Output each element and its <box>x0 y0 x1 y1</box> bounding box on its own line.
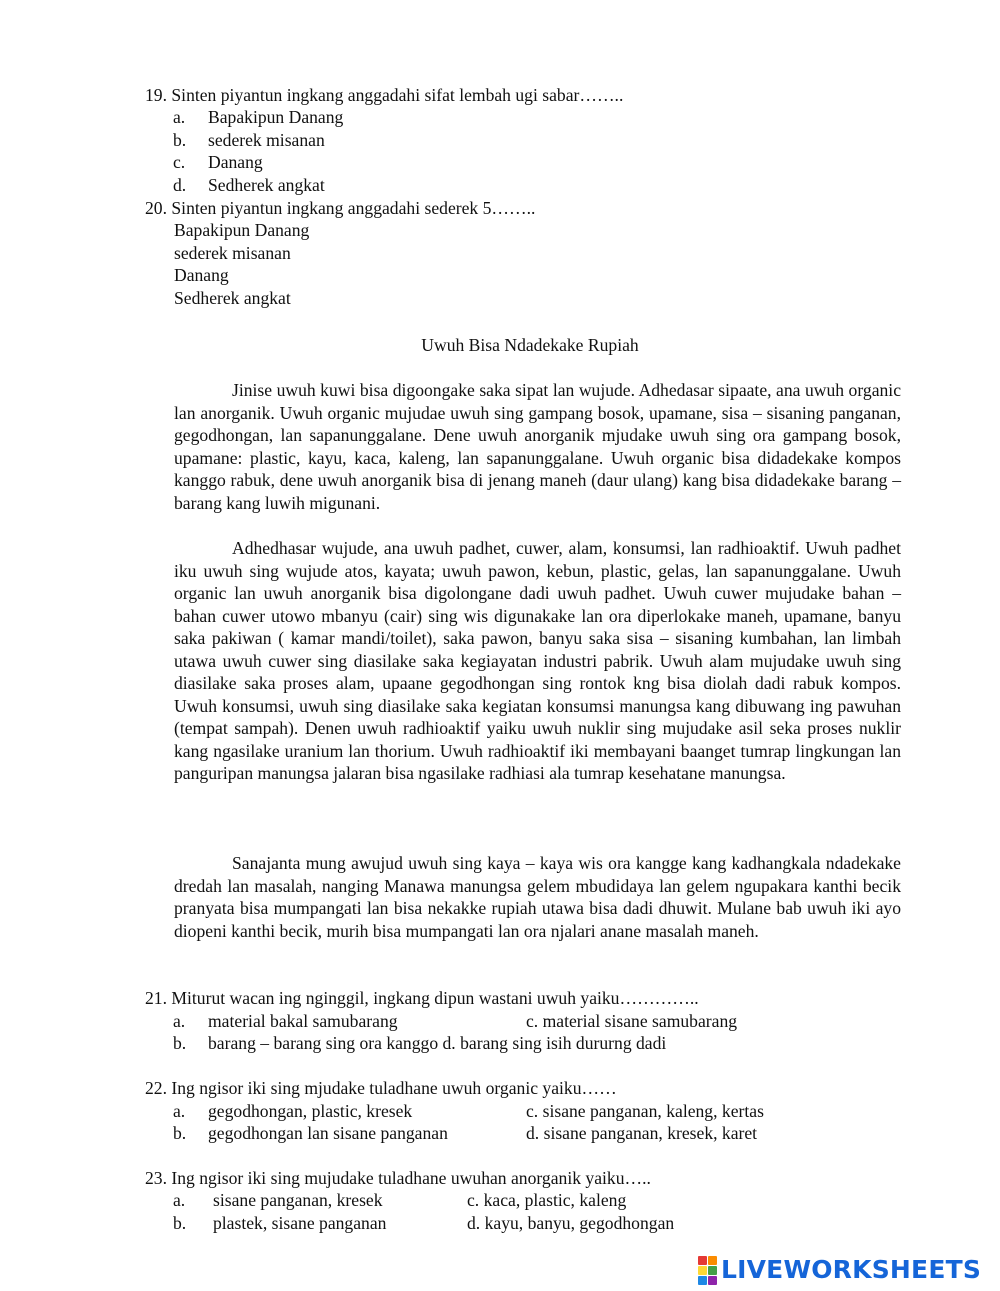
reading-title: Uwuh Bisa Ndadekake Rupiah <box>421 335 639 355</box>
option-letter: a. <box>173 1011 186 1031</box>
option-text: Bapakipun Danang <box>208 107 344 127</box>
q23-option-b[interactable]: plastek, sisane panganan <box>213 1213 387 1233</box>
q21-option-c[interactable]: c. material sisane samubarang <box>526 1011 738 1031</box>
question-22: 22. Ing ngisor iki sing mjudake tuladhane uwuh organic yaiku…… <box>145 1078 617 1098</box>
q23-option-d[interactable]: d. kayu, banyu, gegodhongan <box>467 1213 675 1233</box>
logo-block <box>698 1276 707 1285</box>
q21-option-a[interactable]: material bakal samubarang <box>208 1011 398 1031</box>
option-letter: a. <box>173 1101 186 1121</box>
question-21: 21. Miturut wacan ing nginggil, ingkang dipun wastani uwuh yaiku………….. <box>145 988 699 1008</box>
option-text: sederek misanan <box>208 130 325 150</box>
q20-option-1[interactable]: Bapakipun Danang <box>174 220 310 240</box>
q22-option-a[interactable]: gegodhongan, plastic, kresek <box>208 1101 413 1121</box>
q20-option-3[interactable]: Danang <box>174 265 229 285</box>
question-19: 19. Sinten piyantun ingkang anggadahi sifat lembah ugi sabar…….. <box>145 85 624 105</box>
reading-paragraph <box>174 379 901 514</box>
q21-option-b-d[interactable]: barang – barang sing ora kanggo d. barang sing isih dururng dadi <box>208 1033 667 1053</box>
liveworksheets-logo <box>698 1255 981 1285</box>
logo-block <box>698 1266 707 1275</box>
logo-block <box>708 1276 717 1285</box>
option-letter: b. <box>173 1123 187 1143</box>
q22-option-d[interactable]: d. sisane panganan, kresek, karet <box>526 1123 758 1143</box>
option-letter: a. <box>173 107 186 127</box>
q20-option-4[interactable]: Sedherek angkat <box>174 288 291 308</box>
logo-blocks-icon <box>698 1256 717 1285</box>
q23-option-a[interactable]: sisane panganan, kresek <box>213 1190 383 1210</box>
reading-paragraph <box>174 537 901 785</box>
paragraph-text: Jinise uwuh kuwi bisa digoongake saka sipat lan wujude. Adhedasar sipaate, ana uwuh organic lan anorganik. Uwuh organic mujudae uwuh sing gampang bosok, upamane, sisa – sisaning panganan, gegodhongan, lan sapanunggalane. Dene uwuh anorganik mjudake uwuh sing ora gampang bosok, upamane: plastic, kayu, kaca, kaleng, lan sapanunggalane. Uwuh organic bisa didadekake kompos kanggo rabuk, dene uwuh anorganik bisa di jenang maneh (daur ulang) kang bisa didadekake barang – barang kang luwih migunani. <box>174 380 901 513</box>
option-text: Sedherek angkat <box>208 175 325 195</box>
option-letter: c. <box>173 152 186 172</box>
question-23: 23. Ing ngisor iki sing mujudake tuladhane uwuhan anorganik yaiku….. <box>145 1168 651 1188</box>
option-letter: b. <box>173 1213 187 1233</box>
option-letter: b. <box>173 1033 187 1053</box>
option-letter: a. <box>173 1190 186 1210</box>
question-20: 20. Sinten piyantun ingkang anggadahi sederek 5…….. <box>145 198 536 218</box>
reading-paragraph <box>174 852 901 942</box>
paragraph-text: Sanajanta mung awujud uwuh sing kaya – kaya wis ora kangge kang kadhangkala ndadekake dredah lan masalah, nanging Manawa manungsa gelem mbudidaya lan gelem ngupakara kanthi becik pranyata bisa mumpangati lan bisa nekakke rupiah utawa bisa dadi dhuwit. Mulane bab uwuh iki ayo diopeni kanthi becik, murih bisa mumpangati lan ora njalari anane masalah maneh. <box>174 853 901 941</box>
option-letter: b. <box>173 130 187 150</box>
paragraph-text: Adhedhasar wujude, ana uwuh padhet, cuwer, alam, konsumsi, lan radhioaktif. Uwuh padhet iku uwuh sing wujude atos, kayata; uwuh pawon, kebun, plastic, gelas, lan sapanunggalane. Uwuh organic lan uwuh anorganik bisa digolongane dadi uwuh padhet. Uwuh cuwer mujudake bahan – bahan cuwer utowo mbanyu (cair) sing wis digunakake lan ora diperlokake maneh, upamane, banyu saka pakiwan ( kamar mandi/toilet), saka pawon, banyu saka sisa – sisaning kumbahan, lan limbah utawa uwuh cuwer sing diasilake saka kegiayatan industri pabrik. Uwuh alam mujudake uwuh sing diasilake saka proses alam, upaane gegodhongan sing rontok kng bisa diolah dadi rabuk kompos. Uwuh konsumsi, uwuh sing diasilake saka kegiatan konsumsi manungsa kang dibuwang ing pawuhan (tempat sampah). Denen uwuh radhioaktif yaiku uwuh nuklir sing mujudake asil seka proses nuklir kang ngasilake uranium lan thorium. Uwuh radhioaktif iki membayani baanget tumrap lingkungan lan panguripan manungsa jalaran bisa ngasilake radhiasi ala tumrap kesehatane manungsa. <box>174 538 901 783</box>
option-letter: d. <box>173 175 187 195</box>
option-text: Danang <box>208 152 263 172</box>
logo-block <box>708 1256 717 1265</box>
q22-option-c[interactable]: c. sisane panganan, kaleng, kertas <box>526 1101 764 1121</box>
q20-option-2[interactable]: sederek misanan <box>174 243 291 263</box>
q22-option-b[interactable]: gegodhongan lan sisane panganan <box>208 1123 448 1143</box>
q23-option-c[interactable]: c. kaca, plastic, kaleng <box>467 1190 627 1210</box>
logo-block <box>698 1256 707 1265</box>
logo-block <box>708 1266 717 1275</box>
logo-text: LIVEWORKSHEETS <box>721 1255 982 1284</box>
